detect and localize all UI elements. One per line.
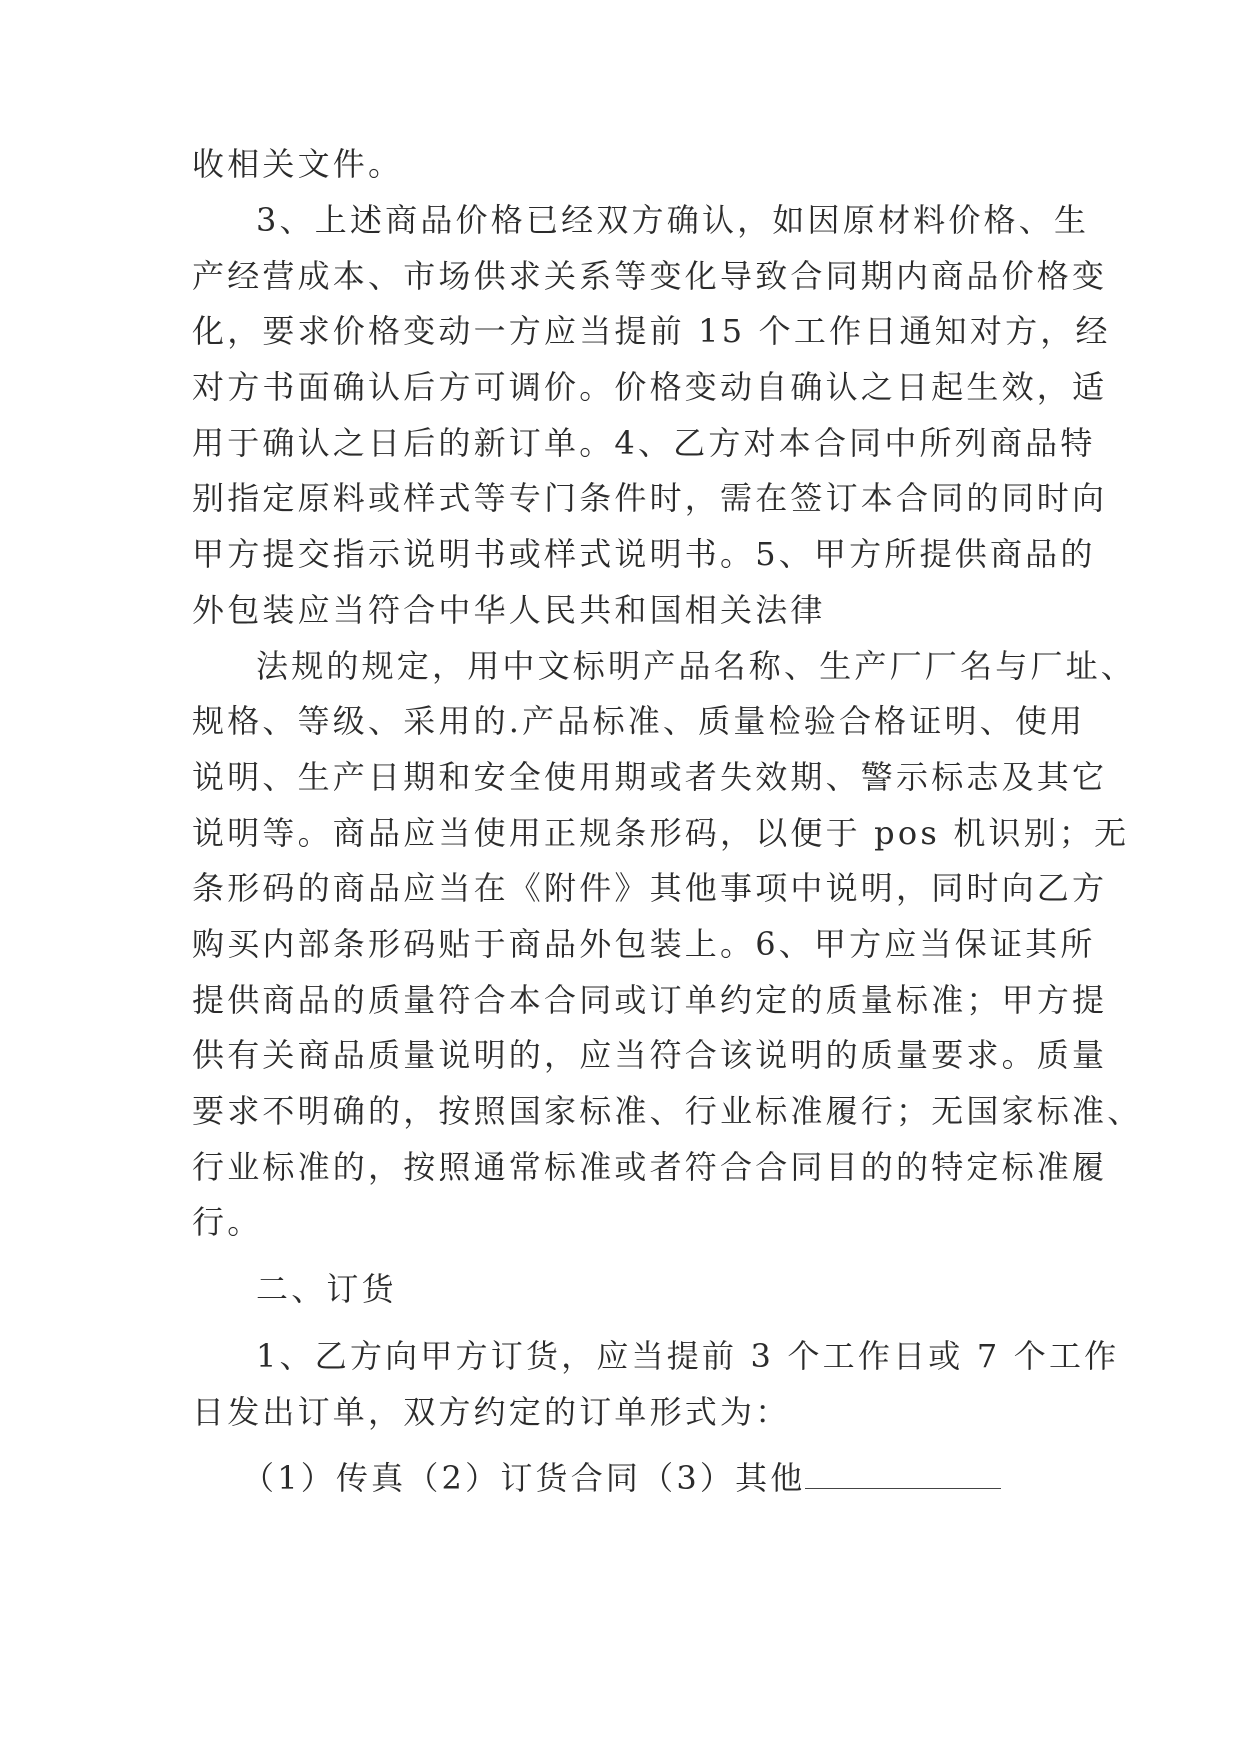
blank-underline [805,1464,1001,1489]
text-line: 条形码的商品应当在《附件》其他事项中说明，同时向乙方 [192,869,1108,907]
text-line: 对方书面确认后方可调价。价格变动自确认之日起生效，适 [192,368,1108,406]
text-line: 用于确认之日后的新订单。4、乙方对本合同中所列商品特 [192,424,1096,462]
text-line: 说明等。商品应当使用正规条形码，以便于 pos 机识别；无 [192,814,1130,852]
text-line: 产经营成本、市场供求关系等变化导致合同期内商品价格变 [192,257,1108,295]
text-line: 法规的规定，用中文标明产品名称、生产厂厂名与厂址、 [256,647,1137,685]
options-text: （1）传真（2）订货合同（3）其他 [242,1459,806,1497]
text-line: 3、上述商品价格已经双方确认，如因原材料价格、生 [256,201,1090,239]
text-line: 1、乙方向甲方订货，应当提前 3 个工作日或 7 个工作 [256,1337,1120,1375]
text-line: 要求不明确的，按照国家标准、行业标准履行；无国家标准、 [192,1092,1143,1130]
text-line: 别指定原料或样式等专门条件时，需在签订本合同的同时向 [192,479,1108,517]
text-line: 收相关文件。 [192,145,404,183]
text-line: 规格、等级、采用的.产品标准、质量检验合格证明、使用 [192,702,1086,740]
section-heading: 二、订货 [256,1270,397,1308]
text-line: 说明、生产日期和安全使用期或者失效期、警示标志及其它 [192,758,1108,796]
options-line [242,1448,1048,1508]
text-line: 行。 [192,1203,263,1241]
text-line: 日发出订单，双方约定的订单形式为： [192,1393,791,1431]
text-line: 提供商品的质量符合本合同或订单约定的质量标准；甲方提 [192,981,1108,1019]
text-line: 甲方提交指示说明书或样式说明书。5、甲方所提供商品的 [192,535,1096,573]
text-line: 行业标准的，按照通常标准或者符合合同目的的特定标准履 [192,1148,1108,1186]
text-line: 购买内部条形码贴于商品外包装上。6、甲方应当保证其所 [192,925,1096,963]
text-line: 化，要求价格变动一方应当提前 15 个工作日通知对方，经 [192,312,1111,350]
text-line: 外包装应当符合中华人民共和国相关法律 [192,591,826,629]
text-line: 供有关商品质量说明的，应当符合该说明的质量要求。质量 [192,1036,1108,1074]
